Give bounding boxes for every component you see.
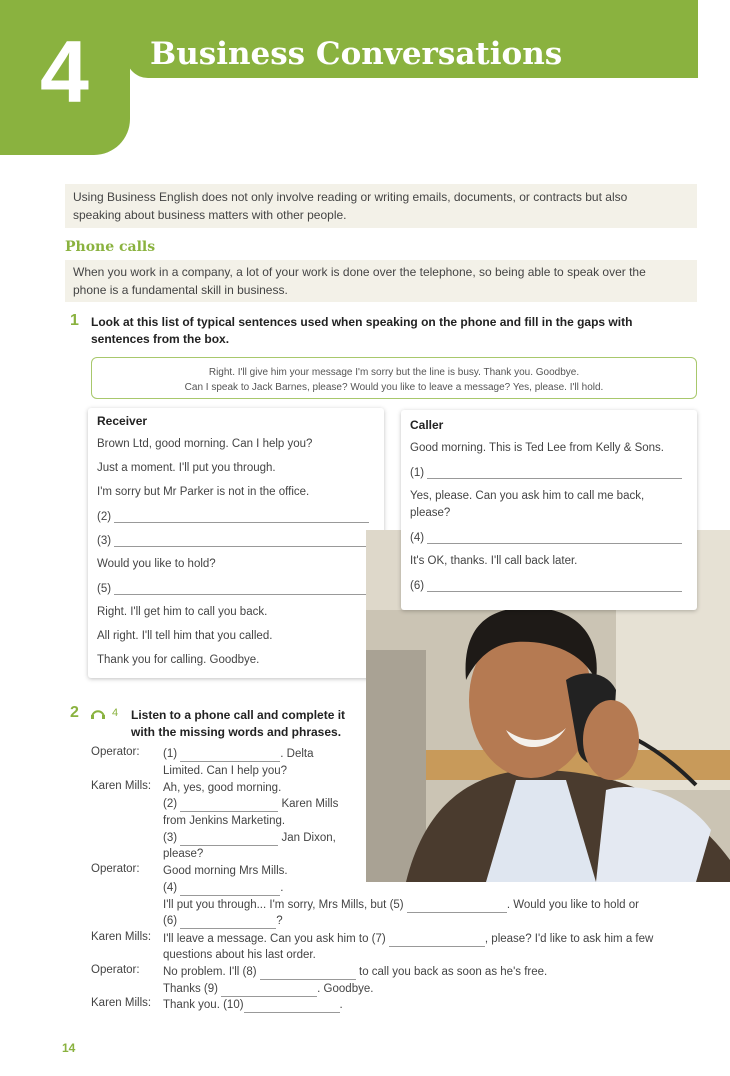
chapter-title: Business Conversations	[150, 36, 563, 72]
answer-gap[interactable]	[260, 967, 356, 980]
answer-gap[interactable]	[180, 833, 278, 846]
dialog-line: No problem. I'll (8) to call you back as soon as he's free.	[163, 966, 548, 978]
intro-line: Using Business English does not only involve reading or writing emails, documents, or contracts but also	[73, 190, 628, 204]
dialog-line: Thanks (9) . Goodbye.	[163, 983, 374, 995]
speaker-label: Karen Mills:	[91, 931, 152, 943]
caller-line: please?	[410, 507, 451, 519]
exercise-instruction	[91, 314, 632, 348]
gap-label: (2)	[97, 511, 112, 523]
box-line: Right. I'll give him your message I'm sorry but the line is busy. Thank you. Goodbye.	[208, 367, 580, 378]
answer-gap[interactable]	[114, 582, 369, 595]
receiver-line: All right. I'll tell him that you called.	[97, 630, 273, 642]
dialog-line: (3) Jan Dixon,	[163, 832, 336, 844]
dialog-line: Limited. Can I help you?	[163, 765, 288, 777]
answer-gap[interactable]	[221, 984, 317, 997]
dialog-line: I'll leave a message. Can you ask him to (7) , please? I'd like to ask him a few	[163, 933, 654, 945]
speaker-label: Karen Mills:	[91, 780, 152, 792]
answer-gap[interactable]	[114, 534, 369, 547]
speaker-label: Operator:	[91, 746, 140, 758]
receiver-line: Brown Ltd, good morning. Can I help you?	[97, 438, 313, 450]
section-line: When you work in a company, a lot of your work is done over the telephone, so being able to speak over the	[73, 265, 646, 279]
section-line: phone is a fundamental skill in business.	[73, 283, 288, 297]
page-number: 14	[62, 1041, 76, 1055]
dialog-line: please?	[163, 848, 204, 860]
dialog-line: Thank you. (10) .	[163, 999, 343, 1011]
exercise-number: 2	[70, 704, 79, 721]
instruction-line: Look at this list of typical sentences used when speaking on the phone and fill in the gaps with	[91, 315, 633, 329]
caller-line: It's OK, thanks. I'll call back later.	[410, 555, 578, 567]
receiver-line: I'm sorry but Mr Parker is not in the office.	[97, 486, 310, 498]
answer-gap[interactable]	[407, 900, 507, 913]
speaker-label: Karen Mills:	[91, 997, 152, 1009]
dialog-line: from Jenkins Marketing.	[163, 815, 286, 827]
dialog-line: (1) . Delta	[163, 748, 314, 760]
gap-label: (3)	[97, 535, 112, 547]
receiver-gap-line	[97, 534, 369, 547]
answer-gap[interactable]	[180, 799, 278, 812]
caller-gap-line	[410, 466, 682, 479]
answer-gap[interactable]	[389, 934, 485, 947]
speaker-label: Operator:	[91, 964, 140, 976]
caller-line: Yes, please. Can you ask him to call me back,	[410, 490, 645, 502]
caller-heading: Caller	[410, 418, 444, 432]
exercise-number: 1	[70, 312, 79, 329]
chapter-number: 4	[40, 22, 89, 121]
dialog-line: (2) Karen Mills	[163, 798, 339, 810]
receiver-gap-line	[97, 582, 369, 595]
receiver-line: Just a moment. I'll put you through.	[97, 462, 276, 474]
caller-line: Good morning. This is Ted Lee from Kelly & Sons.	[410, 442, 664, 454]
answer-gap[interactable]	[180, 749, 280, 762]
dialog-line: (6) ?	[163, 915, 283, 927]
section-title: Phone calls	[65, 239, 156, 255]
gap-label: (1)	[410, 467, 425, 479]
gap-label: (6)	[410, 580, 425, 592]
gap-label: (4)	[410, 532, 425, 544]
exercise-instruction	[131, 707, 345, 741]
receiver-line: Right. I'll get him to call you back.	[97, 606, 268, 618]
instruction-line: with the missing words and phrases.	[131, 725, 342, 739]
answer-gap[interactable]	[244, 1000, 340, 1013]
receiver-gap-line	[97, 510, 369, 523]
box-line: Can I speak to Jack Barnes, please? Would you like to leave a message? Yes, please. I'll hold.	[184, 382, 604, 393]
answer-gap[interactable]	[427, 579, 682, 592]
instruction-line: Listen to a phone call and complete it	[131, 708, 346, 722]
answer-gap[interactable]	[114, 510, 369, 523]
dialog-line: Good morning Mrs Mills.	[163, 865, 288, 877]
answer-gap[interactable]	[427, 531, 682, 544]
gap-label: (5)	[97, 583, 112, 595]
intro-band	[65, 184, 697, 228]
intro-line: speaking about business matters with other people.	[73, 208, 347, 222]
caller-gap-line	[410, 579, 682, 592]
word-box	[91, 357, 697, 399]
receiver-heading: Receiver	[97, 414, 148, 428]
answer-gap[interactable]	[180, 916, 276, 929]
answer-gap[interactable]	[427, 466, 682, 479]
dialog-line: (4) .	[163, 882, 284, 894]
receiver-line: Thank you for calling. Goodbye.	[97, 654, 260, 666]
track-number: 4	[112, 707, 119, 719]
speaker-label: Operator:	[91, 863, 140, 875]
dialog-line: Ah, yes, good morning.	[163, 782, 282, 794]
instruction-line: sentences from the box.	[91, 332, 230, 346]
answer-gap[interactable]	[180, 883, 280, 896]
audio-icon[interactable]	[90, 706, 106, 720]
caller-gap-line	[410, 531, 682, 544]
section-band	[65, 260, 697, 302]
receiver-line: Would you like to hold?	[97, 558, 216, 570]
dialog-line: questions about his last order.	[163, 949, 316, 961]
dialog-line: I'll put you through... I'm sorry, Mrs Mills, but (5) . Would you like to hold or	[163, 899, 639, 911]
